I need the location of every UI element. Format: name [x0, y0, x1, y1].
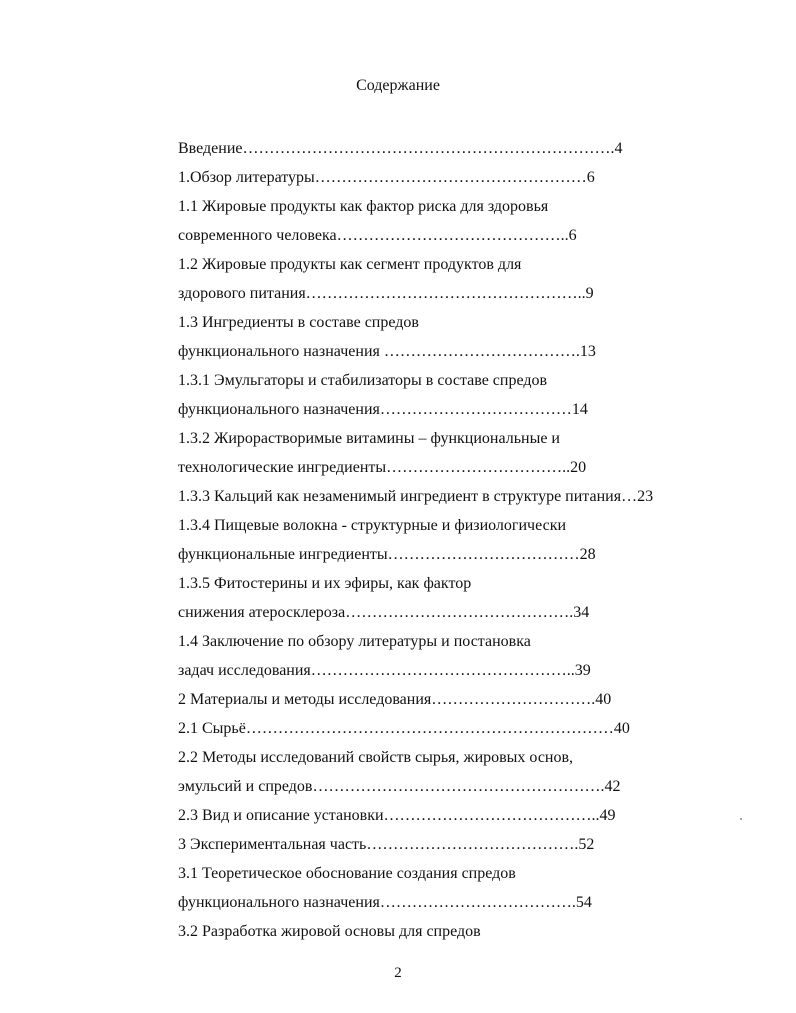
toc-line [178, 801, 688, 830]
toc-line-text: 1.2 Жировые продукты как сегмент продуктов для [178, 256, 522, 273]
toc-line [178, 656, 688, 685]
toc-line-text: 2 Материалы и методы исследования………………………….40 [178, 691, 612, 708]
toc-line [178, 482, 688, 511]
toc-line-text: Введение…………………………………………………………….4 [178, 140, 623, 157]
toc-line [178, 859, 688, 888]
toc-line [178, 685, 688, 714]
page-number: 2 [394, 965, 402, 981]
toc-line-text: 1.4 Заключение по обзору литературы и постановка [178, 633, 531, 650]
toc-line-text: функционального назначения……………………………….54 [178, 894, 592, 911]
toc-line [178, 830, 688, 859]
toc-line-text: эмульсий и спредов……………………………………………….42 [178, 778, 621, 795]
toc-line-text: 1.3.5 Фитостерины и их эфиры, как фактор [178, 575, 472, 592]
scan-speck [740, 818, 742, 820]
toc-line [178, 540, 688, 569]
toc-line [178, 424, 688, 453]
table-of-contents [178, 134, 688, 946]
toc-line-text: технологические ингредиенты……………………………..20 [178, 459, 587, 476]
toc-line [178, 772, 688, 801]
toc-line [178, 163, 688, 192]
toc-line [178, 569, 688, 598]
toc-line [178, 308, 688, 337]
toc-line [178, 743, 688, 772]
page-title: Содержание [356, 77, 440, 94]
toc-line-text: здорового питания……………………………………………..9 [178, 285, 594, 302]
toc-line [178, 395, 688, 424]
toc-line-text: 1.3.4 Пищевые волокна - структурные и физиологически [178, 517, 567, 534]
toc-line-text: 1.Обзор литературы……………………………………………6 [178, 169, 595, 186]
toc-line-text: 1.3.2 Жирорастворимые витамины – функциональные и [178, 430, 560, 447]
toc-line-text: 2.2 Методы исследований свойств сырья, жировых основ, [178, 749, 574, 766]
toc-line-text: 1.3.1 Эмульгаторы и стабилизаторы в составе спредов [178, 372, 548, 389]
toc-line [178, 366, 688, 395]
toc-line-text: функционального назначения ……………………………….13 [178, 343, 596, 360]
toc-line [178, 453, 688, 482]
toc-line-text: 1.3.3 Кальций как незаменимый ингредиент в структуре питания…23 [178, 488, 654, 505]
toc-line-text: 1.3 Ингредиенты в составе спредов [178, 314, 419, 331]
toc-line-text: 3 Экспериментальная часть………………………………….52 [178, 836, 595, 853]
toc-line-text: современного человека……………………………………..6 [178, 227, 577, 244]
toc-line-text: функционального назначения………………………………14 [178, 401, 588, 418]
toc-line-text: 3.1 Теоретическое обоснование создания спредов [178, 865, 516, 882]
toc-line-text: задач исследования…………………………………………..39 [178, 662, 591, 679]
toc-line [178, 134, 688, 163]
toc-line [178, 192, 688, 221]
toc-line-text: 3.2 Разработка жировой основы для спредов [178, 923, 481, 940]
toc-line-text: 1.1 Жировые продукты как фактор риска для здоровья [178, 198, 549, 215]
toc-line [178, 279, 688, 308]
toc-line [178, 714, 688, 743]
toc-line [178, 888, 688, 917]
toc-line [178, 627, 688, 656]
toc-line-text: функциональные ингредиенты………………………………28 [178, 546, 596, 563]
toc-line-text: снижения атеросклероза…………………………………….34 [178, 604, 590, 621]
toc-line [178, 221, 688, 250]
toc-line-text: 2.3 Вид и описание установки…………………………………..49 [178, 807, 616, 824]
toc-line [178, 337, 688, 366]
toc-line [178, 917, 688, 946]
toc-line [178, 250, 688, 279]
toc-line [178, 598, 688, 627]
toc-line-text: 2.1 Сырьё……………………………………………………………40 [178, 720, 630, 737]
toc-line [178, 511, 688, 540]
